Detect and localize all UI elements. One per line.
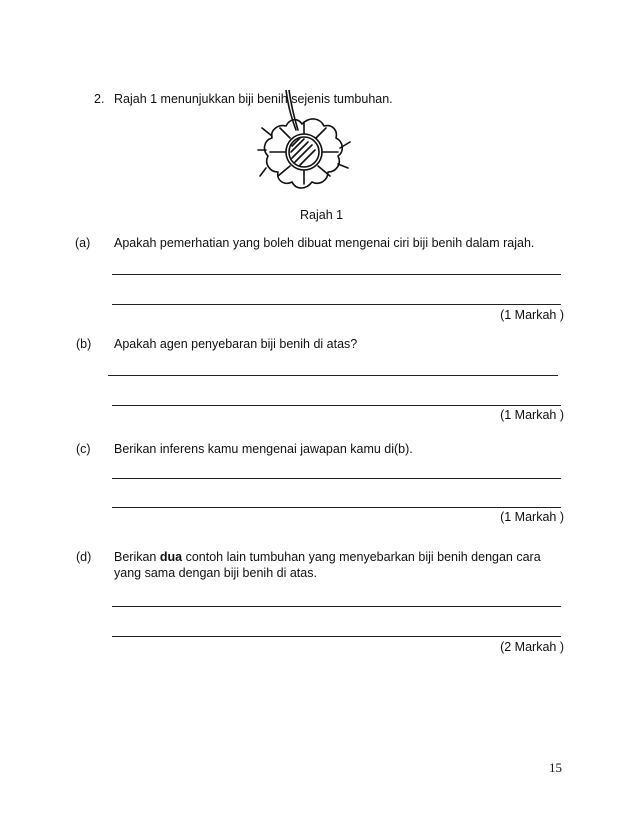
part-b-label: (b): [76, 337, 92, 351]
answer-line-d1[interactable]: [112, 606, 561, 607]
part-d-question-line1: [114, 550, 541, 564]
part-d-prefix: Berikan: [114, 550, 160, 564]
part-d-question-line2: yang sama dengan biji benih di atas.: [114, 566, 317, 580]
answer-line-a2[interactable]: [112, 304, 561, 305]
question-intro: Rajah 1 menunjukkan biji benih sejenis tumbuhan.: [114, 92, 393, 106]
part-a-label: (a): [75, 236, 91, 250]
answer-line-c1[interactable]: [112, 478, 561, 479]
page-number: 15: [549, 760, 562, 775]
part-a-marks: (1 Markah ): [500, 308, 564, 322]
part-a-question: Apakah pemerhatian yang boleh dibuat mengenai ciri biji benih dalam rajah.: [114, 236, 535, 250]
seed-illustration: [240, 90, 370, 206]
part-d-bold: dua: [159, 550, 183, 564]
part-c-label: (c): [76, 442, 91, 456]
answer-line-a1[interactable]: [112, 274, 561, 275]
part-b-question: Apakah agen penyebaran biji benih di atas?: [114, 337, 358, 351]
answer-line-c2[interactable]: [112, 507, 561, 508]
part-d-label: (d): [76, 550, 92, 564]
part-b-marks: (1 Markah ): [500, 408, 564, 422]
answer-line-b1[interactable]: [108, 375, 558, 376]
answer-line-d2[interactable]: [112, 636, 561, 637]
answer-line-b2[interactable]: [112, 405, 561, 406]
part-c-marks: (1 Markah ): [500, 510, 564, 524]
question-number: 2.: [94, 92, 105, 106]
figure-caption: Rajah 1: [300, 208, 344, 222]
part-d-suffix: contoh lain tumbuhan yang menyebarkan biji benih dengan cara: [182, 550, 541, 564]
part-c-question: Berikan inferens kamu mengenai jawapan kamu di(b).: [114, 442, 413, 456]
part-d-marks: (2 Markah ): [500, 640, 564, 654]
